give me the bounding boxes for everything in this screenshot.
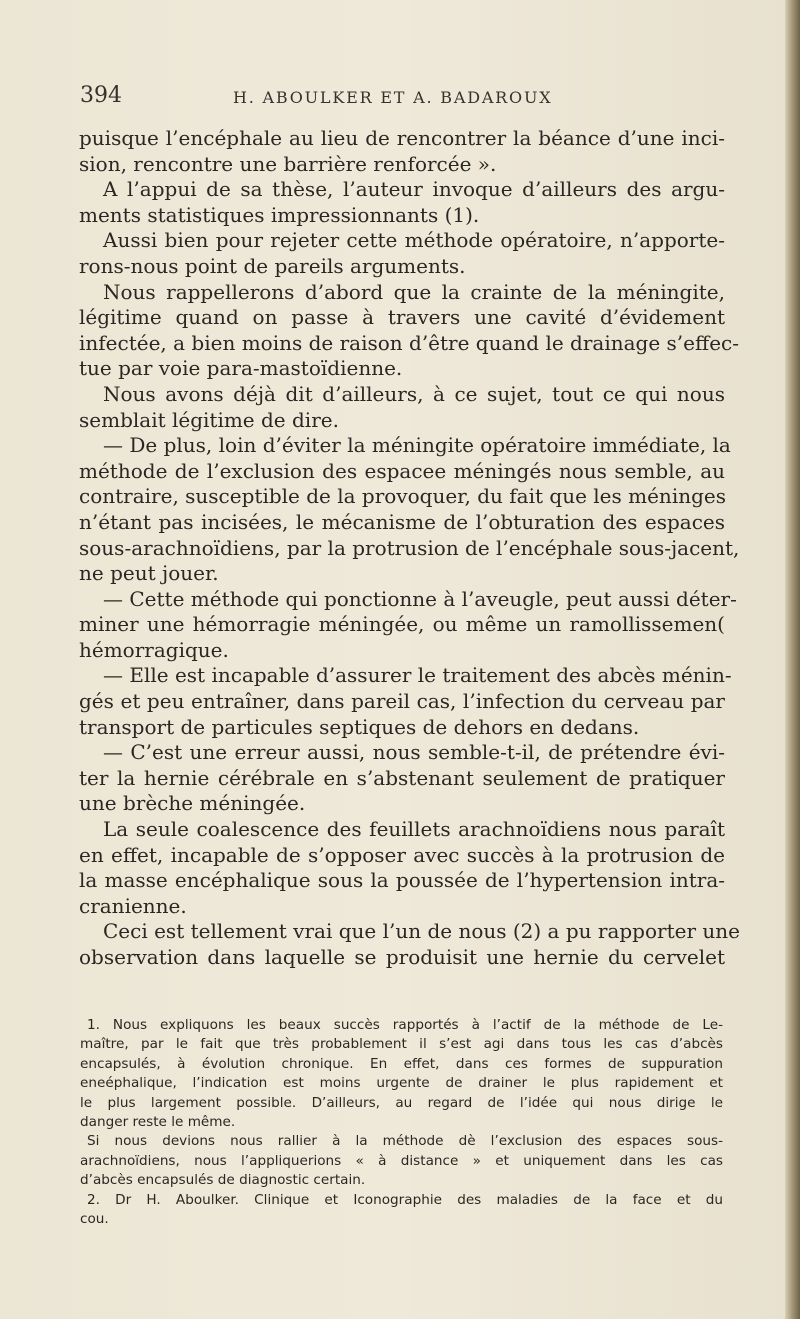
text-line: gés et peu entraîner, dans pareil cas, l’infection du cerveau par [79,689,725,714]
text-line: hémorragique. [79,637,229,662]
footnote-line: 1. Nous expliquons les beaux succès rapportés à l’actif de la méthode de Le- [87,1017,723,1033]
page-edge [785,0,800,1319]
footnote-line: maître, par le fait que très probablement il s’est agi dans tous les cas d’abcès [80,1036,723,1053]
body-text [79,126,740,971]
text-line: — De plus, loin d’éviter la méningite opératoire immédiate, la [103,433,731,458]
text-line: Nous avons déjà dit d’ailleurs, à ce sujet, tout ce qui nous [103,381,725,406]
footnote-line: cou. [80,1210,109,1227]
text-line: légitime quand on passe à travers une cavité d’évidement [79,305,725,330]
footnote-line: eneéphalique, l’indication est moins urgente de drainer le plus rapidement et [80,1075,723,1092]
text-line: — C’est une erreur aussi, nous semble-t-il, de prétendre évi- [103,740,725,765]
text-line: méthode de l’exclusion des espacee méningés nous semble, au [79,458,725,483]
footnote-line: Si nous devions nous rallier à la méthode dè l’exclusion des espaces sous- [87,1133,723,1150]
footnote-line: arachnoïdiens, nous l’appliquerions « à distance » et uniquement dans les cas [80,1152,723,1169]
text-line: semblait légitime de dire. [79,407,339,432]
footnote-line: danger reste le même. [80,1113,236,1130]
footnote-line: d’abcès encapsulés de diagnostic certain. [80,1172,366,1189]
text-line: n’étant pas incisées, le mécanisme de l’obturation des espaces [79,509,725,534]
text-line: ne peut jouer. [79,561,219,586]
footnotes [80,1016,723,1229]
text-line: — Elle est incapable d’assurer le traitement des abcès ménin- [103,663,732,688]
text-line: miner une hémorragie méningée, ou même un ramollissemen( [79,612,725,637]
text-line: en effet, incapable de s’opposer avec succès à la protrusion de [79,842,725,867]
footnote-line: encapsulés, à évolution chronique. En effet, dans ces formes de suppuration [80,1055,723,1072]
text-line: — Cette méthode qui ponctionne à l’aveugle, peut aussi déter- [103,586,737,611]
text-line: A l’appui de sa thèse, l’auteur invoque d’ailleurs des argu- [103,177,725,202]
text-line: cranienne. [79,893,187,918]
text-line: Aussi bien pour rejeter cette méthode opératoire, n’apporte- [103,228,725,253]
text-line: Nous rappellerons d’abord que la crainte de la méningite, [103,279,725,304]
text-line: sous-arachnoïdiens, par la protrusion de l’encéphale sous-jacent, [79,535,740,560]
text-line: tue par voie para-mastoïdienne. [79,356,403,381]
text-line: observation dans laquelle se produisit une hernie du cervelet [79,945,725,969]
text-line: puisque l’encéphale au lieu de rencontrer la béance d’une inci- [79,126,725,150]
text-line: sion, rencontre une barrière renforcée ». [79,151,497,176]
page-header [80,83,720,117]
text-line: rons-nous point de pareils arguments. [79,253,466,278]
text-line: La seule coalescence des feuillets arachnoïdiens nous paraît [103,817,725,842]
text-line: transport de particules septiques de dehors en dedans. [79,714,640,739]
text-line: Ceci est tellement vrai que l’un de nous (2) a pu rapporter une [103,919,740,944]
text-line: contraire, susceptible de la provoquer, du fait que les méninges [79,484,726,509]
text-line: ter la hernie cérébrale en s’abstenant seulement de pratiquer [79,765,725,790]
text-line: infectée, a bien moins de raison d’être quand le drainage s’effec- [79,330,739,355]
running-head: H. ABOULKER ET A. BADAROUX [233,88,553,107]
text-line: ments statistiques impressionnants (1). [79,202,480,227]
page-number: 394 [80,83,122,108]
text-line: une brèche méningée. [79,791,306,816]
text-line: la masse encéphalique sous la poussée de l’hypertension intra- [79,868,725,893]
footnote-line: 2. Dr H. Aboulker. Clinique et Iconographie des maladies de la face et du [87,1191,723,1208]
footnote-line: le plus largement possible. D’ailleurs, au regard de l’idée qui nous dirige le [80,1094,723,1111]
